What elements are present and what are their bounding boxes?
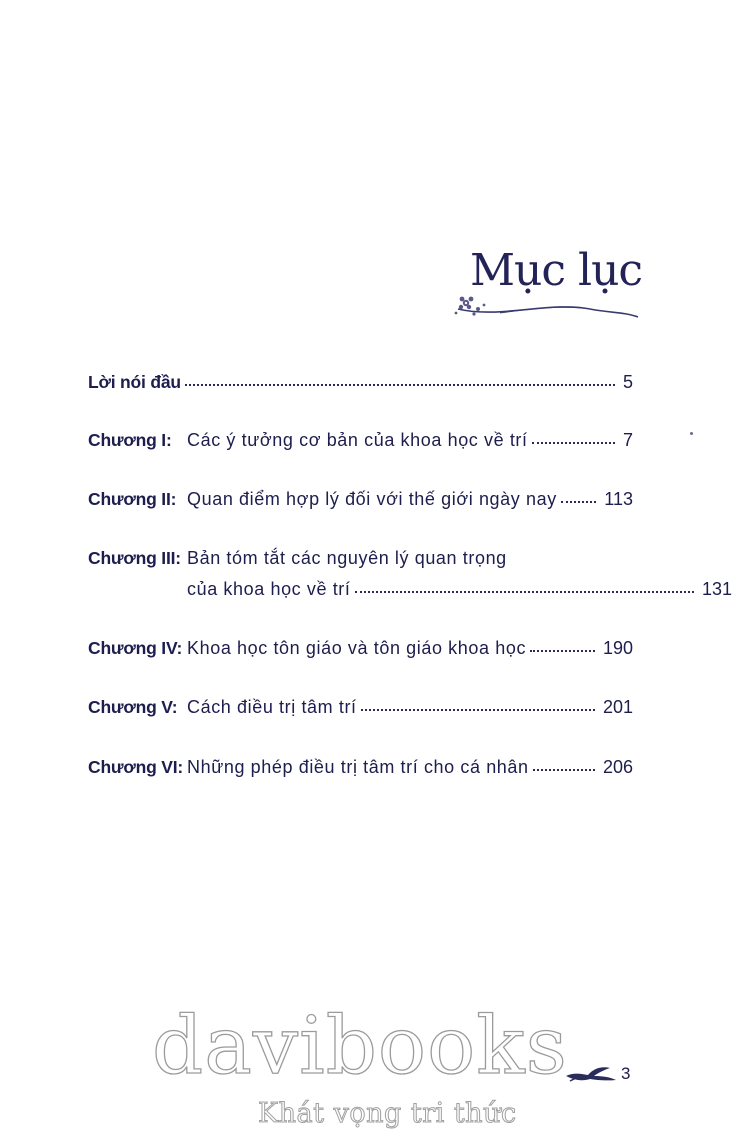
toc-page-number: 113	[604, 489, 633, 509]
toc-entry-title: Quan điểm hợp lý đối với thế giới ngày nay	[187, 489, 557, 509]
toc-entry-label: Lời nói đầu	[88, 372, 181, 392]
toc-page-number: 201	[602, 697, 633, 717]
toc-entry-title: Những phép điều trị tâm trí cho cá nhân	[187, 757, 529, 777]
dot-leader	[361, 697, 595, 713]
toc-entry-title: Cách điều trị tâm trí	[187, 697, 357, 717]
toc-entry-chapter-2[interactable]	[88, 488, 633, 510]
toc-entry-label: Chương III:	[88, 548, 181, 568]
toc-entry-chapter-1[interactable]	[88, 429, 633, 451]
toc-entry-chapter-6[interactable]	[88, 756, 633, 778]
dot-leader	[530, 638, 595, 654]
toc-entry-label: Chương II:	[88, 489, 177, 509]
toc-entry-label: Chương V:	[88, 697, 178, 717]
toc-page-number: 5	[622, 372, 633, 392]
toc-page-number: 190	[602, 638, 633, 658]
page-title: Mục lục	[470, 245, 643, 296]
dot-leader	[532, 430, 615, 446]
dot-leader	[185, 372, 615, 388]
toc-entry-label: Chương I:	[88, 430, 172, 450]
toc-heading	[440, 245, 650, 325]
dot-leader	[533, 757, 595, 773]
publisher-slogan: Khát vọng tri thức	[258, 1098, 517, 1129]
toc-entry-title: Các ý tưởng cơ bản của khoa học về trí	[187, 430, 528, 450]
toc-entry-title: Khoa học tôn giáo và tôn giáo khoa học	[187, 638, 527, 658]
toc-page-number: 7	[622, 430, 633, 450]
toc-entry-label: Chương IV:	[88, 638, 183, 658]
toc-entry-chapter-3[interactable]	[88, 547, 732, 600]
toc-entry-chapter-5[interactable]	[88, 696, 633, 718]
toc-page-number: 206	[602, 757, 633, 777]
toc-page-number: 131	[701, 579, 732, 599]
toc-entry-label: Chương VI:	[88, 757, 184, 777]
swallow-icon	[564, 1062, 618, 1084]
toc-entry-preface[interactable]	[88, 371, 633, 393]
dot-leader	[561, 489, 597, 505]
publisher-watermark: davibooks	[152, 999, 568, 1092]
print-speck	[690, 432, 693, 435]
toc-entry-chapter-4[interactable]	[88, 637, 633, 659]
toc-entry-title: Bản tóm tắt các nguyên lý quan trọng	[187, 548, 507, 568]
toc-entry-title-continued: của khoa học về trí	[187, 579, 351, 599]
dot-leader	[355, 579, 694, 595]
page-number: 3	[621, 1064, 631, 1083]
